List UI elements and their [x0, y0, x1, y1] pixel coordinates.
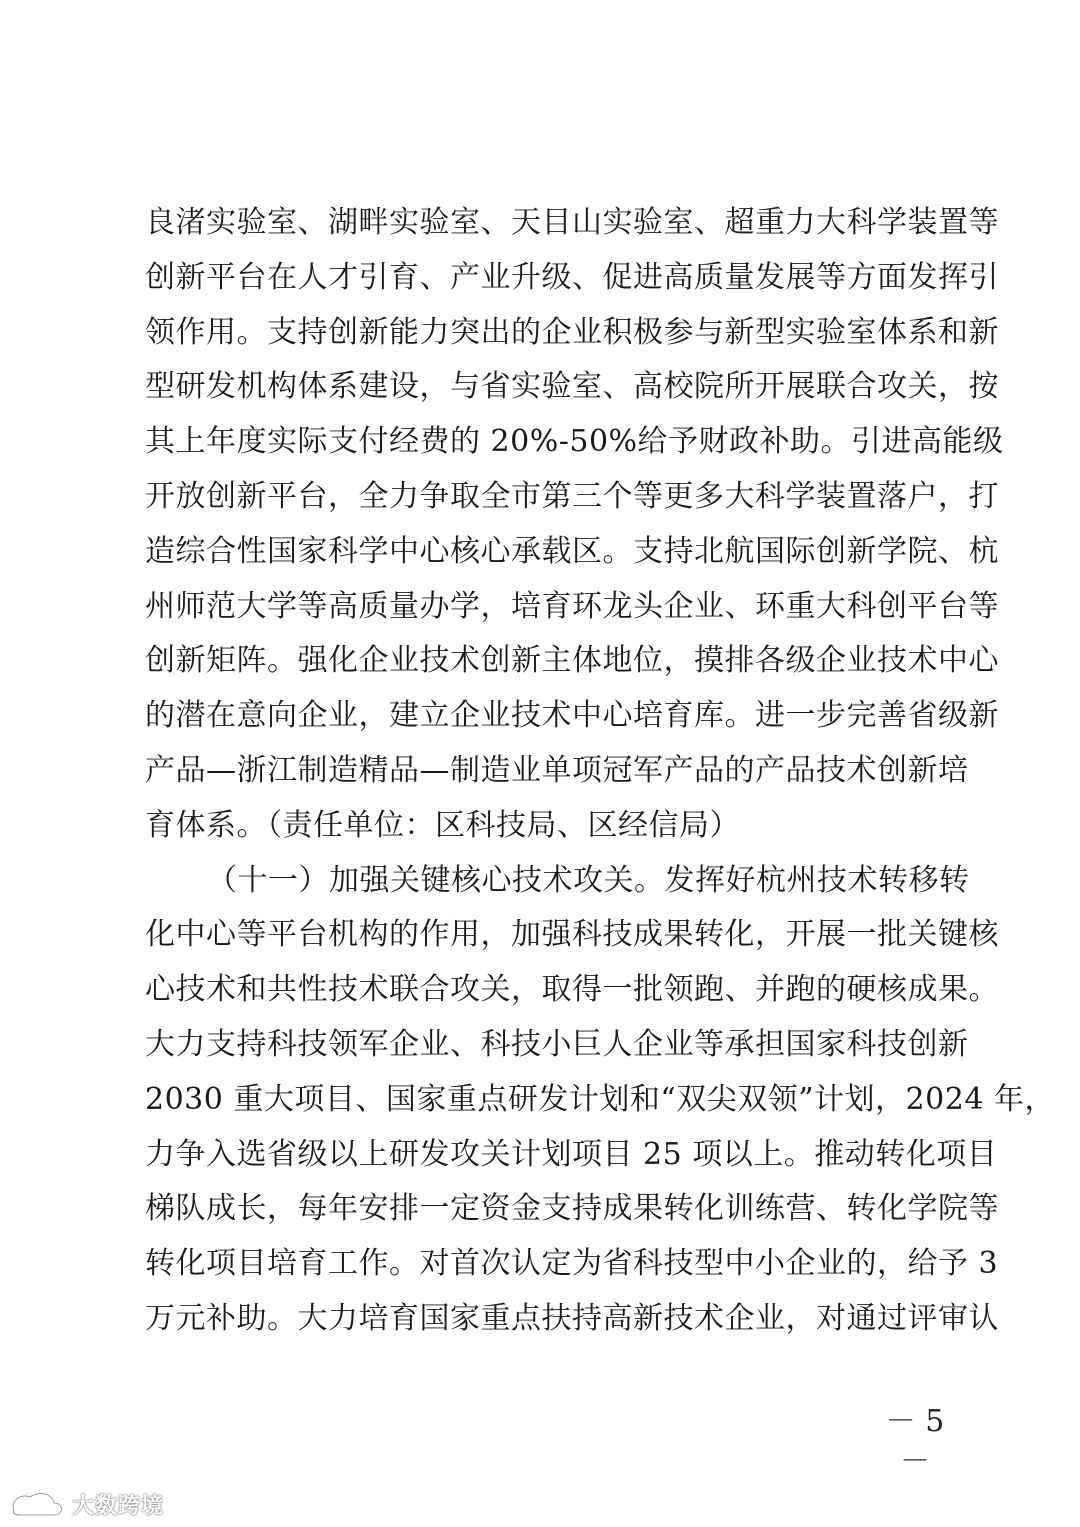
- text-line: 化中心等平台机构的作用，加强科技成果转化，开展一批关键核: [145, 917, 999, 953]
- text-line: 育体系。（责任单位：区科技局、区经信局）: [145, 807, 740, 843]
- text-line: 产品—浙江制造精品—制造业单项冠军产品的产品技术创新培: [145, 752, 969, 788]
- body-text: [145, 196, 1055, 1347]
- text-line: 心技术和共性技术联合攻关，取得一批领跑、并跑的硬核成果。: [145, 972, 999, 1008]
- text-line: 创新平台在人才引育、产业升级、促进高质量发展等方面发挥引: [145, 259, 999, 295]
- watermark-logo-icon: [8, 1489, 66, 1519]
- text-line: 转化项目培育工作。对首次认定为省科技型中小企业的，给予 3: [145, 1246, 999, 1282]
- text-line: 大力支持科技领军企业、科技小巨人企业等承担国家科技创新: [145, 1026, 969, 1062]
- text-line: 开放创新平台，全力争取全市第三个等更多大科学装置落户，打: [145, 478, 999, 514]
- text-line: 2030 重大项目、国家重点研发计划和“双尖双领”计划，2024 年，: [145, 1081, 1055, 1117]
- text-line: 创新矩阵。强化企业技术创新主体地位，摸排各级企业技术中心: [145, 643, 999, 679]
- text-line: 领作用。支持创新能力突出的企业积极参与新型实验室体系和新: [145, 314, 999, 350]
- watermark-text: 大数跨境: [72, 1493, 165, 1519]
- text-line: 力争入选省级以上研发攻关计划项目 25 项以上。推动转化项目: [145, 1136, 998, 1172]
- text-line: 其上年度实际支付经费的 20%-50%给予财政补助。引进高能级: [145, 424, 1004, 460]
- text-line: 良渚实验室、湖畔实验室、天目山实验室、超重力大科学装置等: [145, 205, 999, 240]
- text-line: 造综合性国家科学中心核心承载区。支持北航国际创新学院、杭: [145, 533, 999, 569]
- section-heading-line: （十一）加强关键核心技术攻关。发挥好杭州技术转移转: [207, 862, 970, 898]
- page-number: － 5 －: [885, 1404, 945, 1479]
- watermark: [8, 1488, 164, 1520]
- text-line: 梯队成长，每年安排一定资金支持成果转化训练营、转化学院等: [145, 1191, 999, 1227]
- text-line: 型研发机构体系建设，与省实验室、高校院所开展联合攻关，按: [145, 369, 999, 405]
- text-line: 州师范大学等高质量办学，培育环龙头企业、环重大科创平台等: [145, 588, 999, 624]
- text-line: 万元补助。大力培育国家重点扶持高新技术企业，对通过评审认: [145, 1300, 999, 1336]
- text-line: 的潜在意向企业，建立企业技术中心培育库。进一步完善省级新: [145, 698, 999, 734]
